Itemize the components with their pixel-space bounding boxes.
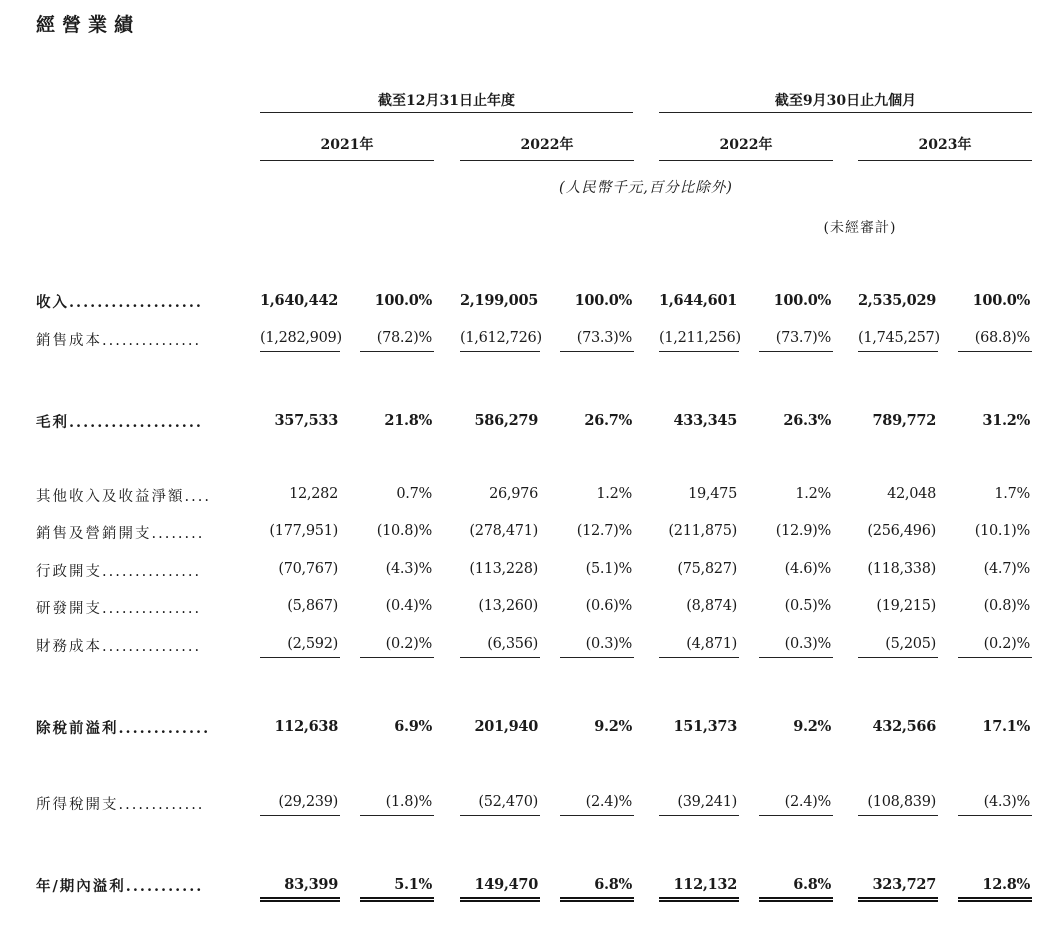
row-label: 收入................... (36, 294, 203, 311)
amount-cell: (1,745,257) (858, 330, 938, 352)
amount-cell: (118,338) (867, 561, 936, 577)
percent-cell: (5.1)% (585, 561, 632, 577)
percent-cell: (0.4)% (385, 598, 432, 614)
year-header-2022-fy: 2022年 (460, 134, 634, 161)
percent-cell: (4.3)% (385, 561, 432, 577)
percent-cell: 1.2% (596, 486, 632, 502)
percent-cell: (4.7)% (983, 561, 1030, 577)
percent-cell: (10.1)% (974, 523, 1030, 539)
amount-cell: (6,356) (460, 636, 540, 658)
amount-cell: (1,612,726) (460, 330, 540, 352)
amount-cell: (256,496) (867, 523, 936, 539)
percent-cell: (2.4)% (759, 794, 833, 816)
row-selling-expenses (0, 519, 1056, 547)
group-header-fiscal-year (260, 90, 633, 113)
amount-cell: 2,199,005 (460, 292, 539, 309)
unit-note: (人民幣千元,百分比除外) (559, 180, 733, 196)
amount-cell: 2,535,029 (858, 292, 937, 309)
row-revenue (0, 288, 1056, 316)
group-header-nine-months (659, 90, 1032, 113)
row-label: 行政開支............... (36, 564, 202, 580)
percent-cell: 17.1% (982, 718, 1030, 735)
amount-cell: (5,205) (858, 636, 938, 658)
percent-cell: 26.7% (584, 412, 632, 429)
amount-cell: 19,475 (688, 486, 737, 502)
percent-cell: 6.8% (560, 876, 634, 902)
amount-cell: (19,215) (876, 598, 936, 614)
row-label: 銷售及營銷開支........ (36, 526, 205, 542)
amount-cell: 26,976 (489, 486, 538, 502)
amount-cell: 433,345 (673, 412, 737, 429)
year-header-2023-9m: 2023年 (858, 134, 1032, 161)
percent-cell: (0.3)% (560, 636, 634, 658)
percent-cell: (12.7)% (576, 523, 632, 539)
percent-cell: (68.8)% (958, 330, 1032, 352)
percent-cell: (0.2)% (360, 636, 434, 658)
unaudited-note: (未經審計) (823, 220, 897, 236)
row-label: 年/期內溢利........... (36, 878, 204, 895)
amount-cell: 586,279 (474, 412, 538, 429)
amount-cell: (113,228) (469, 561, 538, 577)
percent-cell: 12.8% (958, 876, 1032, 902)
percent-cell: (0.3)% (759, 636, 833, 658)
amount-cell: 432,566 (872, 718, 936, 735)
amount-cell: (39,241) (659, 794, 739, 816)
row-label: 其他收入及收益淨額.... (36, 489, 211, 505)
percent-cell: (12.9)% (775, 523, 831, 539)
amount-cell: 151,373 (673, 718, 737, 735)
row-label: 毛利................... (36, 414, 203, 431)
row-other-income (0, 482, 1056, 510)
percent-cell: (73.3)% (560, 330, 634, 352)
percent-cell: (0.2)% (958, 636, 1032, 658)
percent-cell: 100.0% (574, 292, 632, 309)
percent-cell: 6.9% (394, 718, 432, 735)
amount-cell: 83,399 (260, 876, 340, 902)
amount-cell: (1,211,256) (659, 330, 739, 352)
percent-cell: 9.2% (793, 718, 831, 735)
percent-cell: 1.7% (994, 486, 1030, 502)
percent-cell: (73.7)% (759, 330, 833, 352)
row-rnd-expenses (0, 594, 1056, 622)
percent-cell: 21.8% (384, 412, 432, 429)
row-gross-profit (0, 408, 1056, 436)
amount-cell: (1,282,909) (260, 330, 340, 352)
amount-cell: 149,470 (460, 876, 540, 902)
percent-cell: 100.0% (972, 292, 1030, 309)
row-admin-expenses (0, 557, 1056, 585)
percent-cell: 26.3% (783, 412, 831, 429)
amount-cell: (4,871) (659, 636, 739, 658)
percent-cell: (78.2)% (360, 330, 434, 352)
amount-cell: (177,951) (269, 523, 338, 539)
amount-cell: (108,839) (858, 794, 938, 816)
amount-cell: 42,048 (887, 486, 936, 502)
row-label: 銷售成本............... (36, 333, 202, 349)
percent-cell: (2.4)% (560, 794, 634, 816)
row-label: 研發開支............... (36, 601, 202, 617)
amount-cell: 323,727 (858, 876, 938, 902)
amount-cell: 1,640,442 (260, 292, 339, 309)
group-header-label: 截至12月31日止年度 (378, 93, 515, 109)
percent-cell: (0.6)% (585, 598, 632, 614)
percent-cell: (0.8)% (983, 598, 1030, 614)
amount-cell: (8,874) (686, 598, 737, 614)
amount-cell: 12,282 (289, 486, 338, 502)
amount-cell: 357,533 (274, 412, 338, 429)
amount-cell: (2,592) (260, 636, 340, 658)
amount-cell: (13,260) (478, 598, 538, 614)
percent-cell: 100.0% (773, 292, 831, 309)
percent-cell: 6.8% (759, 876, 833, 902)
percent-cell: 100.0% (374, 292, 432, 309)
amount-cell: (52,470) (460, 794, 540, 816)
row-profit-before-tax (0, 714, 1056, 742)
row-finance-costs (0, 632, 1056, 660)
amount-cell: (29,239) (260, 794, 340, 816)
amount-cell: 789,772 (872, 412, 936, 429)
percent-cell: (0.5)% (784, 598, 831, 614)
amount-cell: 201,940 (474, 718, 538, 735)
amount-cell: (70,767) (278, 561, 338, 577)
year-header-2021: 2021年 (260, 134, 434, 161)
row-label: 除稅前溢利............. (36, 720, 211, 737)
group-header-label: 截至9月30日止九個月 (774, 93, 917, 109)
percent-cell: (1.8)% (360, 794, 434, 816)
amount-cell: 112,132 (659, 876, 739, 902)
amount-cell: (75,827) (677, 561, 737, 577)
year-header-2022-9m: 2022年 (659, 134, 833, 161)
page-title: 經營業績 (36, 14, 141, 36)
row-income-tax (0, 790, 1056, 818)
percent-cell: 0.7% (396, 486, 432, 502)
amount-cell: 112,638 (274, 718, 338, 735)
amount-cell: (278,471) (469, 523, 538, 539)
percent-cell: (4.3)% (958, 794, 1032, 816)
amount-cell: (211,875) (668, 523, 737, 539)
amount-cell: (5,867) (287, 598, 338, 614)
row-label: 所得稅開支............. (36, 797, 205, 813)
percent-cell: 31.2% (982, 412, 1030, 429)
percent-cell: 1.2% (795, 486, 831, 502)
percent-cell: 9.2% (594, 718, 632, 735)
row-net-profit (0, 872, 1056, 900)
percent-cell: (4.6)% (784, 561, 831, 577)
percent-cell: (10.8)% (376, 523, 432, 539)
row-label: 財務成本............... (36, 639, 202, 655)
row-cost-of-sales (0, 326, 1056, 354)
percent-cell: 5.1% (360, 876, 434, 902)
amount-cell: 1,644,601 (659, 292, 738, 309)
